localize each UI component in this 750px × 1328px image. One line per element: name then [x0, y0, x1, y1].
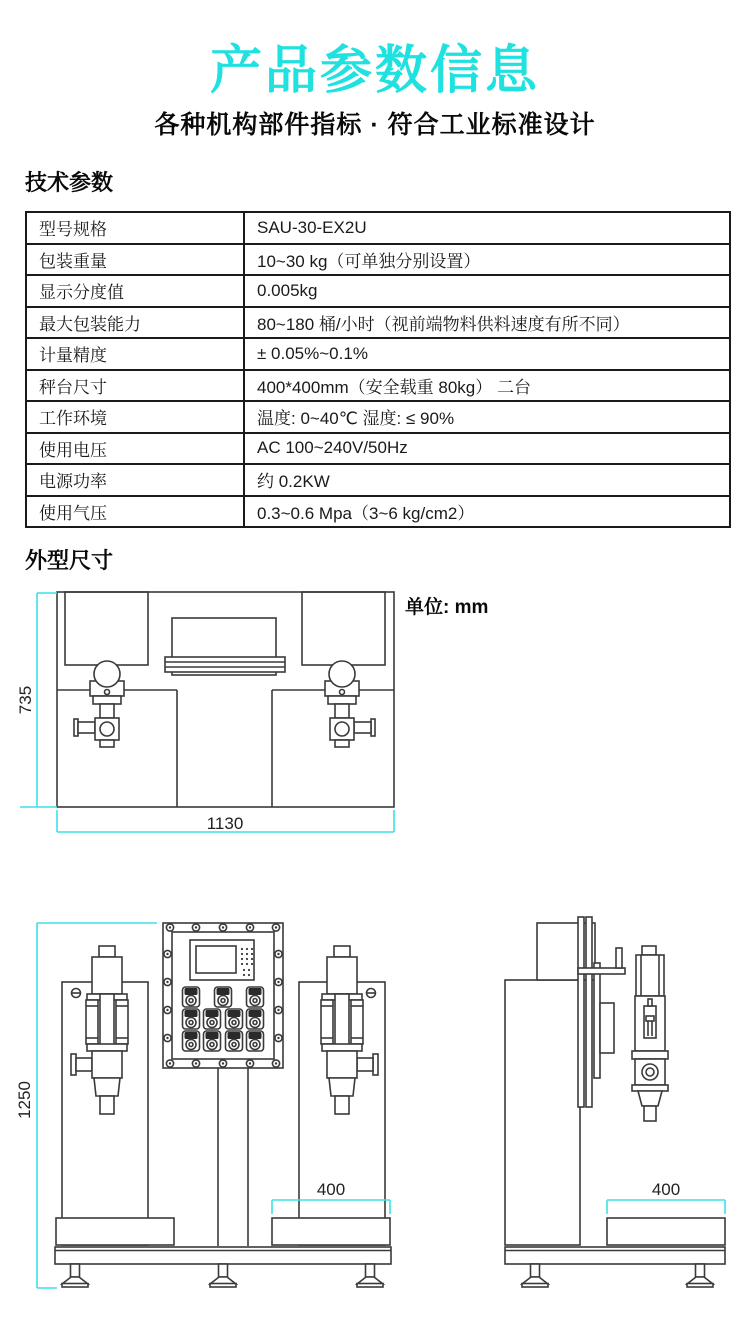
- tech-specs-table: [25, 211, 731, 528]
- dim-front-400: [272, 1180, 390, 1214]
- spec-label-cell: 显示分度值: [26, 275, 244, 307]
- table-row: [26, 370, 730, 402]
- leveling-feet: [62, 1264, 383, 1287]
- machine-base: [55, 1247, 391, 1264]
- spec-label-cell: 型号规格: [26, 212, 244, 244]
- page-title: 产品参数信息: [209, 42, 540, 100]
- filling-head-left-front: [71, 946, 128, 1114]
- filling-head-right-front: [321, 946, 378, 1114]
- spec-value-cell: 0.3~0.6 Mpa（3~6 kg/cm2）: [244, 496, 730, 528]
- table-row: [26, 307, 730, 339]
- spec-label-cell: 使用电压: [26, 433, 244, 465]
- table-row: [26, 244, 730, 276]
- dim-1250-label: 1250: [15, 1081, 34, 1119]
- tech-specs-heading: 技术参数: [25, 170, 114, 195]
- center-column: [218, 1068, 248, 1246]
- table-row: [26, 212, 730, 244]
- spec-label-cell: 工作环境: [26, 401, 244, 433]
- spec-value-cell: 10~30 kg（可单独分别设置）: [244, 244, 730, 276]
- left-scale-platform: [56, 1218, 174, 1245]
- unit-label: 单位: mm: [405, 597, 489, 618]
- control-panel: [163, 923, 283, 1068]
- filling-head-right-top: [325, 661, 375, 747]
- table-row: [26, 464, 730, 496]
- side-base: [505, 1247, 725, 1264]
- spec-value-cell: SAU-30-EX2U: [244, 212, 730, 244]
- table-row: [26, 433, 730, 465]
- spec-label-cell: 包装重量: [26, 244, 244, 276]
- spec-label-cell: 最大包装能力: [26, 307, 244, 339]
- dim-400-side-label: 400: [651, 1180, 681, 1199]
- top-view-drawing: [15, 585, 435, 855]
- dim-height-735: [16, 593, 57, 807]
- side-leveling-feet: [522, 1264, 713, 1287]
- spec-label-cell: 秤台尺寸: [26, 370, 244, 402]
- dim-735-label: 735: [16, 685, 35, 715]
- page-subtitle: 各种机构部件指标 · 符合工业标准设计: [154, 111, 596, 139]
- table-row: [26, 496, 730, 528]
- spec-value-cell: 400*400mm（安全载重 80kg） 二台: [244, 370, 730, 402]
- table-row: [26, 338, 730, 370]
- spec-value-cell: 0.005kg: [244, 275, 730, 307]
- spec-label-cell: 使用气压: [26, 496, 244, 528]
- dim-400-front-label: 400: [316, 1180, 346, 1199]
- front-view-drawing: [15, 888, 470, 1313]
- right-scale-platform: [272, 1218, 390, 1245]
- dimensions-heading: 外型尺寸: [25, 548, 114, 573]
- dim-width-1130: [57, 810, 394, 833]
- spec-value-cell: 80~180 桶/小时（视前端物料供料速度有所不同）: [244, 307, 730, 339]
- side-view-drawing: [488, 888, 750, 1313]
- dim-1130-label: 1130: [206, 814, 244, 833]
- dim-side-400: [607, 1180, 725, 1214]
- filling-head-left-top: [74, 661, 124, 747]
- spec-value-cell: ± 0.05%~0.1%: [244, 338, 730, 370]
- side-column: [505, 917, 625, 1245]
- spec-value-cell: AC 100~240V/50Hz: [244, 433, 730, 465]
- side-scale-platform: [607, 1218, 725, 1245]
- filling-head-side: [632, 946, 668, 1121]
- spec-value-cell: 温度: 0~40℃ 湿度: ≤ 90%: [244, 401, 730, 433]
- spec-value-cell: 约 0.2KW: [244, 464, 730, 496]
- spec-label-cell: 计量精度: [26, 338, 244, 370]
- table-row: [26, 275, 730, 307]
- table-row: [26, 401, 730, 433]
- spec-label-cell: 电源功率: [26, 464, 244, 496]
